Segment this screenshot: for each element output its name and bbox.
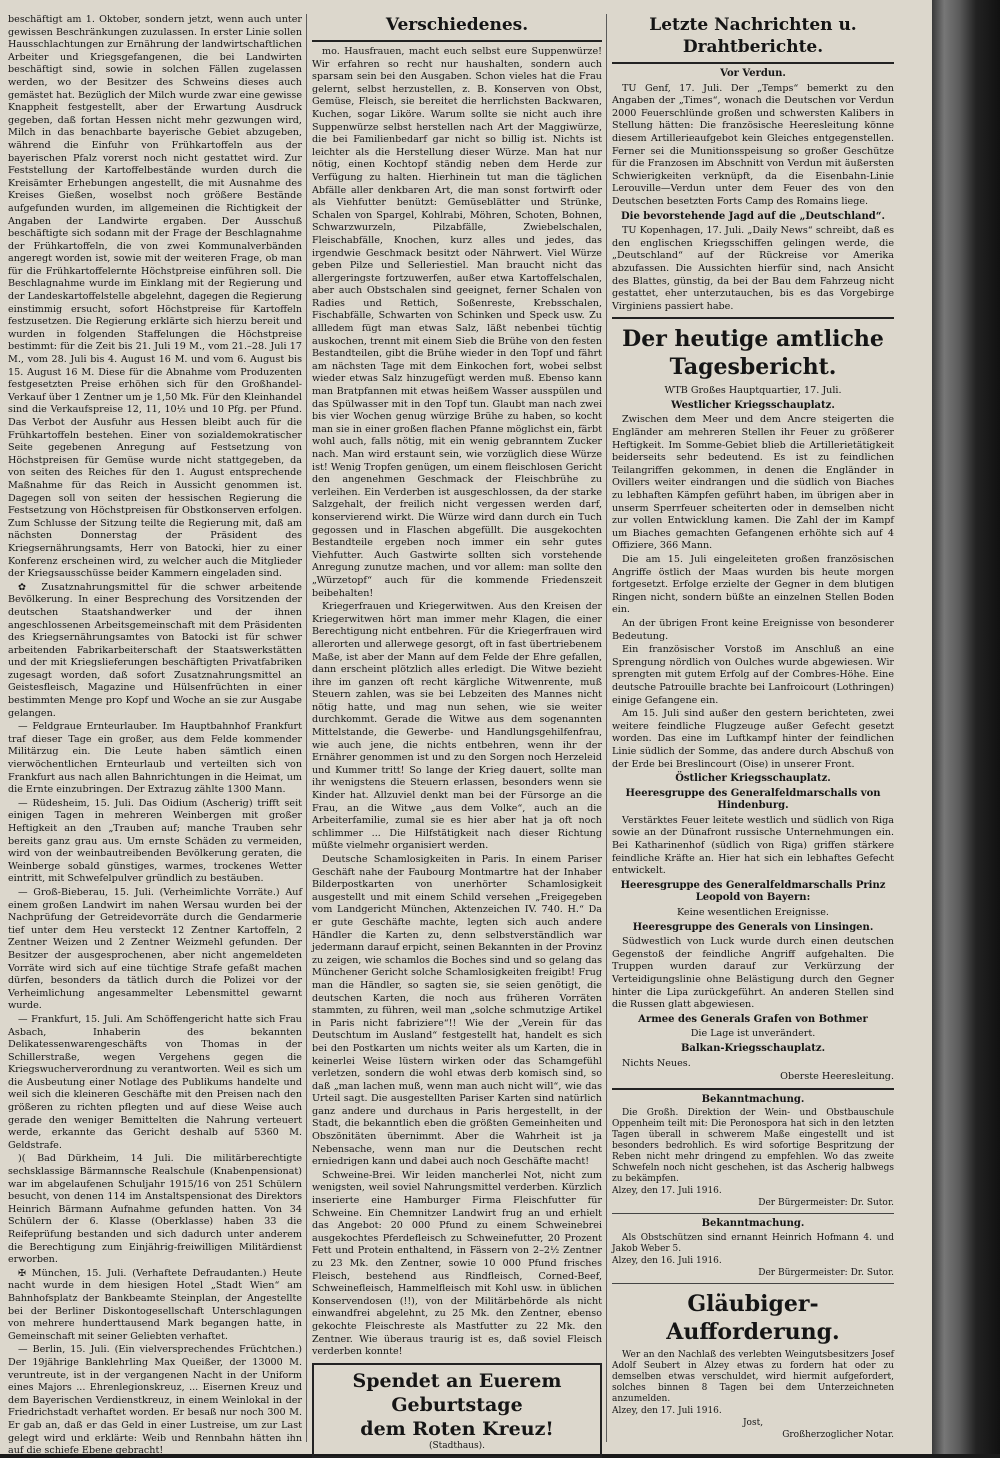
subheading-balkan: Balkan-Kriegsschauplatz. xyxy=(680,1042,826,1054)
article-bad-duerkheim: )( Bad Dürkheim, 14 Juli. Die militärberechtigte sechsklassige Bärmannsche Realschule (Knabenpensionat) war im abgelaufenen Schuljahr 1915/16 von 251 Schülern besucht, von denen 114 im Anstaltspensionat des Direktors Heinrich Bärmann Aufnahme gefunden hatten. Von 34 Schülern der 6. Klasse (Oberklasse) haben 33 die Reifeprüfung bestanden und sich dadurch unter anderem die Berechtigung zum Einjährig-freiwilligen Militärdienst erworben. xyxy=(8,1153,302,1266)
subheading-verdun: Vor Verdun. xyxy=(720,68,786,79)
glaeubiger-title: Gläubiger-Aufforderung. xyxy=(666,1290,840,1345)
glaeubiger-title-notar: Großherzoglicher Notar. xyxy=(782,1429,894,1440)
divider xyxy=(612,317,894,319)
notice-title: Bekanntmachung. xyxy=(701,1093,805,1105)
red-cross-appeal-box xyxy=(312,1363,602,1458)
column-right xyxy=(612,14,894,1444)
article-gross-bieberau: — Groß-Bieberau, 15. Juli. (Verheimlichte Vorräte.) Auf einem großen Landwirt im nahen Wersau wurden bei der Nachprüfung der Getreidevorräte durch die Gendarmerie tief unter dem Heu versteckt 12 Zentner Kartoffeln, 2 Zentner Weizen und 2 Zentner Weizmehl gefunden. Der Besitzer der ausgesprochenen, aber nicht angemeldeten Vorräte wird sich auf eine tüchtige Strafe gefaßt machen dürfen, besonders da tätlich durch die Polizei vor der Verheimlichung angesammelter Lebensmittel gewarnt wurde. xyxy=(8,886,302,1012)
report-paragraph: Südwestlich von Luck wurde durch einen deutschen Gegenstoß der feindliche Angriff aufgehalten. Die Truppen wurden darauf zur Verkürzung der Verteidigungslinie ohne Belästigung durch den Gegner hinter die Lipa zurückgeführt. An anderen Stellen sind die Russen glatt abgewiesen. xyxy=(612,936,894,1011)
appeal-line-1: Spendet an Euerem Geburtstage xyxy=(352,1369,562,1416)
notice-text: Als Obstschützen sind ernannt Heinrich Hofmann 4. und Jakob Weber 5. xyxy=(612,1232,894,1254)
article-kopenhagen: TU Kopenhagen, 17. Juli. „Daily News“ schreibt, daß es den englischen Kriegsschiffen gelingen werde, die „Deutschland“ auf der Rückreise vor Amerika abzufassen. Die Aussichten hierfür sind, nach Ansicht des Blattes, günstig, da bei der Bau dem Fahrzeug nicht gestattet, eher unterzutauchen, bis es das Vorgebirge Virginiens passiert habe. xyxy=(612,225,894,312)
article-schweine-brei: Schweine-Brei. Wir leiden mancherlei Not, nicht zum wenigsten, weil soviel Nahrungsmittel verderben. Kürzlich inserierte eine Hamburger Firma Fleischfutter für Schweine. Ein Chemnitzer Landwirt frug an und erhielt das Angebot: 20 000 Pfund zu einem Schweinebrei ausgekochtes Pferdefleisch zu Schweinefutter, 20 Prozent Fett und Protein enthaltend, in Fässern von 2–2½ Zentner zu 23 Mk. den Zentner, sowie 10 000 Pfund frisches Fleisch, bestehend aus Rindfleisch, Corned-Beef, Schweinefleisch, Hammelfleisch mit Kohl usw. in üblichen Konservendosen (!!), von der Militärbehörde als nicht einwandfrei abgelehnt, zu 25 Mk. den Zentner, ebenso gekochte Fleischreste als Mastfutter zu 22 Mk. den Zentner. Wie überaus traurig ist es, daß soviel Fleisch verderben konnte! xyxy=(312,1169,602,1358)
report-paragraph: Zwischen dem Meer und dem Ancre steigerten die Engländer am mehreren Stellen ihr Feuer zu größerer Heftigkeit. Im Somme-Gebiet blieb die Artillerietätigkeit beiderseits sehr bedeutend. Es ist zu feindlichen Teilangriffen gekommen, in denen die Engländer in Ovillers weiter eindrangen und die südlich von Biaches zu lebhaften Kämpfen geführt haben, im übrigen aber in unserm Sperrfeuer scheiterten oder in demselben nicht zur vollen Entwicklung kamen. Die Zahl der im Kampf um Biaches gemachten Gefangenen erhöhte sich auf 4 Offiziere, 366 Mann. xyxy=(612,414,894,552)
article-muenchen: ✠ München, 15. Juli. (Verhaftete Defraudanten.) Heute nacht wurde in dem hiesigen Hotel „Stadt Wien“ am Bahnhofsplatz der Bankbeamte Steinplan, der Angestellte bei der Berliner Diskontogesellschaft Unterschlagungen von mehrere hunderttausend Mark begangen hatte, in Gemeinschaft mit seiner Geliebten verhaftet. xyxy=(8,1267,302,1342)
report-paragraph: Die am 15. Juli eingeleiteten großen französischen Angriffe östlich der Maas wurden bis heute morgen fortgesetzt. Erfolge erzielte der Gegner in dem blutigen Ringen nicht, sondern büßte an einzelnen Stellen Boden ein. xyxy=(612,554,894,616)
subheading-linsingen: Heeresgruppe des Generals von Linsingen. xyxy=(632,921,874,933)
notice-signature: Der Bürgermeister: Dr. Sutor. xyxy=(758,1267,894,1278)
report-paragraph: Nichts Neues. xyxy=(622,1057,691,1069)
article-berlin: — Berlin, 15. Juli. (Ein vielversprechendes Früchtchen.) Der 19jährige Banklehrling Max Queißer, der 13000 M. veruntreute, ist in der vergangenen Nacht in der Uniform eines Majors ... Ehrenlegionskreuz, ... Eisernen Kreuz und dem Bayerischen Verdienstkreuz, in einem Weinlokal in der Friedrichstadt verhaftet worden. Er besaß nur noch 300 M. Er gab an, daß er das Geld in einer Lustreise, um zur Last gelegt wird und erklärte: Weib und Rennbahn hätten ihn auf die schiefe Ebene gebracht! xyxy=(8,1344,302,1457)
article-zusatznahrungsmittel: ✿ Zusatznahrungsmittel für die schwer arbeitende Bevölkerung. In einer Besprechung des Vorsitzenden der deutschen Staatshandwerker und der ihnen angeschlossenen Arbeitsgemeinschaft mit dem Präsidenten des Kriegsernährungsamtes von Batocki ist für schwer arbeitenden Fabrikarbeiterschaft der Staatswerkstätten und der mit Kriegslieferungen beschäftigten Privatfabriken zugesagt worden, daß sofort Zusatznahrungsmittel an Geistesfleisch, Magazine und Hülsenfrüchten in einer bestimmten Menge pro Kopf und Woche an sie zur Ausgabe gelangen. xyxy=(8,581,302,719)
report-paragraph: Die Lage ist unverändert. xyxy=(690,1028,816,1040)
report-paragraph: Am 15. Juli sind außer den gestern berichteten, zwei weitere feindliche Flugzeuge außer Gefecht gesetzt worden. Das eine im Luftkampf hinter der feindlichen Linie südlich der Somme, das andere durch Abschuß von der Erde bei Breslincourt (Oise) in unserer Front. xyxy=(612,708,894,770)
subheading-bothmer: Armee des Generals Grafen von Bothmer xyxy=(638,1013,868,1025)
column-left xyxy=(8,14,302,1457)
notice-place: Alzey, den 16. Juli 1916. xyxy=(612,1255,722,1266)
article-verdun: TU Genf, 17. Juli. Der „Temps“ bemerkt zu den Angaben der „Times“, wonach die Deutschen vor Verdun 2000 Feuerschlünde großen und schwersten Kalibers in Stellung hätten: Die französische Heeresleitung könne diesem Artillerieaufgebot kein Gleiches entgegenstellen. Ferner sei die Munitionsspeisung so großer Geschütze für die Franzosen im Abschnitt von Verdun mit äußersten Schwierigkeiten verknüpft, da die Eisenbahn-Linie Lerouville—Verdun unter dem Feuer des von den Deutschen besetzten Forts Camp des Romains liege. xyxy=(612,82,894,207)
notice-title: Bekanntmachung. xyxy=(701,1218,805,1230)
divider xyxy=(312,40,602,42)
article-suppenwuerze: mo. Hausfrauen, macht euch selbst eure Suppenwürze! Wir erfahren so recht nur haushalten, sondern auch sparsam sein bei den Ausgaben. Schon vieles hat die Frau gelernt, selbst herzustellen, z. B. Konserven von Obst, Gemüse, Fleisch, sie bereitet die herrlichsten Backwaren, Kuchen, sogar Liköre. Warum sollte sie nicht auch ihre Suppenwürze selbst herstellen nach Art der Maggiwürze, die bei Familienbedarf gar nicht so billig ist. Nichts ist leichter als die Herstellung dieser Würze. Man hat nur nötig, einen Kochtopf ständig neben dem Herde zur Verfügung zu halten. Hierhinein tut man die täglichen Abfälle aller denkbaren Art, die man sonst fortwirft oder als Viehfutter benützt: Gemüseblätter und Strünke, Schalen von Spargel, Kohlrabi, Möhren, Schoten, Bohnen, Schwarzwurzeln, Pilzabfälle, Zwiebelschalen, Fleischabfälle, Knochen, kurz alles und jedes, das irgendwie Geschmack besitzt oder Nährwert. Viel Würze geben Pilze und Selleriestiel. Man braucht nicht das allergeringste fortzuwerfen, außer etwa Kartoffelschalen, aber auch Obstschalen sind geeignet, ferner Schalen von Radies und Rettich, Soßenreste, Krebsschalen, Fischabfälle, Schwarten von Schinken und Speck usw. Zu allledem fügt man etwas Salz, läßt nebenbei tüchtig auskochen, trennt mit einem Sieb die Brühe von den festen Bestandteilen, gibt die Brühe wieder in den Topf und fährt am nächsten Tage mit dem Einkochen fort, wobei selbst wieder etwas Salz hinzugefügt werden muß. Ebenso kann man Bratpfannen mit etwas heißem Wasser ausspülen und das Spülwasser mit in den Topf tun. Glaubt man nach zwei bis vier Wochen genug würzige Brühe zu haben, so kocht man sie in einer großen flachen Pfanne möglichst ein, färbt wohl auch, falls nötig, mit ein wenig gebranntem Zucker nach. Man wird erstaunt sein, wie vorzüglich diese Würze ist! Wenig Tropfen genügen, um einem fleischlosen Gericht den angenehmen Geschmack der Fleischbrühe zu verleihen. Ein Verderben ist ausgeschlossen, da der starke Salzgehalt, der freilich nicht vergessen werden darf, konservierend wirkt. Die Würze wird dann durch ein Tuch gegossen und in Flaschen abgefüllt. Die ausgekochten Bestandteile ergeben noch immer ein sehr gutes Viehfutter. Auch Gastwirte sollten sich vorstehende Anregung zunutze machen, und vor allem: man sollte den „Würzetopf“ auch für die kommende Friedenszeit beibehalten! xyxy=(312,46,602,599)
appeal-line-2: dem Roten Kreuz! xyxy=(360,1417,554,1440)
column-divider xyxy=(306,14,307,1442)
report-paragraph: Keine wesentlichen Ereignisse. xyxy=(677,907,829,919)
subheading-east: Östlicher Kriegsschauplatz. xyxy=(675,773,831,785)
article-schamlosigkeiten: Deutsche Schamlosigkeiten in Paris. In einem Pariser Geschäft nahe der Faubourg Montmartre hat der Inhaber Bilderpostkarten von unerhörter Schamlosigkeit ausgestellt und mit einem Schild versehen „Freigegeben vom Landgericht München, Aktenzeichen IV. 740. H.“ Da er gute Geschäfte machte, legten sich auch andere Händler die Karten zu, denn selbstverständlich war jedermann darauf erpicht, seinen Bekannten in der Provinz zu zeigen, wie schamlos die Boches sind und so gelang das Münchener Gericht solche Schamlosigkeiten freigibt! Frug man die Händler, so sagten sie, sie seien genötigt, die deutschen Karten, die noch aus früheren Vorräten stammten, zu führen, weil man „solche schmutzige Artikel in Paris nicht fabriziere“!! Wie der „Verein für das Deutschtum im Ausland“ festgestellt hat, handelt es sich bei den Postkarten um nichts weiter als um Karten, die in keinerlei Weise lüstern wirken oder das Schamgefühl verletzen, sondern die wohl etwas derb komisch sind, so daß „man lachen muß, wenn man auch nicht will“, wie das Urteil sagt. Die ausgestellten Pariser Karten sind natürlich ganz andere und durchaus in Paris hergestellt, in der Stadt, die bekanntlich eben die größten Gemeinheiten und Obszönitäten übernimmt. Aber die Wahrheit ist ja Nebensache, wenn man nur die Deutschen recht erniedrigen kann und dabei auch noch Geschäfte macht! xyxy=(312,854,602,1168)
article-ruedesheim: — Rüdesheim, 15. Juli. Das Oidium (Ascherig) trifft seit einigen Tagen in mehreren Weinbergen mit großer Heftigkeit an den „Trauben auf; manche Trauben sehr bereits ganz grau aus. Um ernste Schäden zu vermeiden, wird von der weinbautreibenden Bevölkerung geraten, die Weinberge sobald günstiges, warmes, trockenes Wetter eintritt, mit Schwefelpulver gründlich zu bestäuben. xyxy=(8,797,302,885)
subheading-leopold: Heeresgruppe des Generalfeldmarschalls Prinz Leopold von Bayern: xyxy=(620,879,886,904)
glaeubiger-signature: Jost, xyxy=(742,1417,764,1428)
subheading-west: Westlicher Kriegsschauplatz. xyxy=(671,399,835,411)
article-kriegerfrauen: Kriegerfrauen und Kriegerwitwen. Aus den Kreisen der Kriegerwitwen hört man immer mehr Klagen, die einer Berechtigung nicht entbehren. Für die Kriegerfrauen wird allerorten und allerwege gesorgt, oft in fast übertriebenem Maße, ist aber der Mann auf dem Felde der Ehre gefallen, dann erscheint plötzlich alles erledigt. Die Witwe bezieht ihre im ganzen oft recht kärgliche Witwenrente, muß Steuern zahlen, was sie bei Lebzeiten des Mannes nicht nötig hatte, und mag nun sehen, wie sie weiter durchkommt. Gerade die Witwe aus dem sogenannten Mittelstande, die Gewerbe- und Handlungsgehilfenfrau, wie auch jene, die nichts entbehren, wenn ihr der Ernährer genommen ist und zu den Sorgen noch Herzeleid und Kummer tritt! So lange der Krieg dauert, sollte man ihr wenigstens die Steuern erlassen, besonders wenn sie Kinder hat. Allzuviel denkt man bei der Fürsorge an die Frau, an die Witwe „aus dem Volke“, auch an die Arbeiterfamilie, zumal sie es hier aber hat ja oft noch schlimmer ... Die Hilfstätigkeit nach dieser Richtung müßte vielmehr organisiert werden. xyxy=(312,601,602,852)
book-binding-edge xyxy=(932,0,1000,1454)
divider xyxy=(612,1088,894,1090)
report-paragraph: Ein französischer Vorstoß im Anschluß an eine Sprengung nördlich von Oulches wurde abgewiesen. Wir sprengten mit gutem Erfolg auf der Combres-Höhe. Eine deutsche Patrouille brachte bei Lanfroicourt (Lothringen) einige Gefangene ein. xyxy=(612,644,894,706)
report-signature: Oberste Heeresleitung. xyxy=(780,1071,894,1083)
tagesbericht-title: Der heutige amtliche Tagesbericht. xyxy=(622,326,884,381)
report-paragraph: An der übrigen Front keine Ereignisse von besonderer Bedeutung. xyxy=(612,617,894,642)
appeal-location: (Stadthaus). xyxy=(429,1440,485,1451)
divider xyxy=(612,1213,894,1214)
subheading-deutschland: Die bevorstehende Jagd auf die „Deutschland“. xyxy=(620,210,886,222)
section-heading-verschiedenes: Verschiedenes. xyxy=(385,15,529,35)
subheading-hindenburg: Heeresgruppe des Generalfeldmarschalls von Hindenburg. xyxy=(625,787,881,812)
article-ernteurlauber: — Feldgraue Ernteurlauber. Im Hauptbahnhof Frankfurt traf dieser Tage ein großer, aus dem Felde kommender Militärzug ein. Die Leute haben sämtlich einen vierwöchentlichen Ernteurlaub und verteilten sich von Frankfurt aus nach allen Bahnrichtungen in die Heimat, um die Ernte einzubringen. Der Extrazug zählte 1300 Mann. xyxy=(8,721,302,796)
column-middle xyxy=(312,14,602,1451)
glaeubiger-place: Alzey, den 17. Juli 1916. xyxy=(612,1405,722,1416)
report-paragraph: Verstärktes Feuer leitete westlich und südlich von Riga sowie an der Dünafront russische Unternehmungen ein. Bei Katharinenhof (südlich von Riga) griffen stärkere feindliche Kräfte an. Hier hat sich ein lebhaftes Gefecht entwickelt. xyxy=(612,814,894,877)
section-heading-nachrichten: Letzte Nachrichten u. Drahtberichte. xyxy=(649,15,857,57)
article-frankfurt: — Frankfurt, 15. Juli. Am Schöffengericht hatte sich Frau Asbach, Inhaberin des bekannten Delikatessenwarengeschäfts von Thomas in der Schillerstraße, wegen Vergehens gegen die Kriegswucherverordnung zu verantworten. Weil es sich um die Ausbeutung einer Notlage des Publikums handelte und weil sich die kleineren Geschäfte mit den Preisen nach den größeren zu richten pflegten und auf diese Weise auch gerade den weniger Bemittelten die Nahrung verteuert werde, erkannte das Gericht deshalb auf 5360 M. Geldstrafe. xyxy=(8,1013,302,1151)
glaeubiger-text: Wer an den Nachlaß des verlebten Weingutsbesitzers Josef Adolf Seubert in Alzey etwas zu fordern hat oder zu demselben etwas verschuldet, wird hiermit aufgefordert, solches binnen 8 Tagen bei dem Unterzeichneten anzumelden. xyxy=(612,1349,894,1404)
notice-text: Die Großh. Direktion der Wein- und Obstbauschule Oppenheim teilt mit: Die Peronospora hat sich in den letzten Tagen überall in schwerem Maße eingestellt und ist besonders bedrohlich. Es wird sofortige Bespritzung der Reben nicht mehr dringend zu empfehlen. Wo das zweite Schwefeln noch nicht geschehen, ist das Ascherig halbwegs zu bekämpfen. xyxy=(612,1108,894,1185)
column-divider xyxy=(606,14,607,1442)
divider xyxy=(612,62,894,64)
notice-signature: Der Bürgermeister: Dr. Sutor. xyxy=(758,1198,894,1209)
notice-place: Alzey, den 17. Juli 1916. xyxy=(612,1186,722,1197)
tagesbericht-dateline: WTB Großes Hauptquartier, 17. Juli. xyxy=(664,385,842,397)
divider xyxy=(612,1283,894,1284)
article-paragraph: beschäftigt am 1. Oktober, sondern jetzt, wenn auch unter gewissen Beschränkungen zuzulassen. In erster Linie sollen Hausschlachtungen zur Ernährung der landwirtschaftlichen Arbeiter und Kriegsgefangenen, die bei Landwirten beschäftigt sind, sowie in solchen Fällen zugelassen werden, wo der Besitzer des Schweins dieses auch gemästet hat. Bezüglich der Milch wurde zwar eine gewisse Knappheit festgestellt, aber der Erwartung Ausdruck gegeben, daß fortan Hessen nicht mehr gezwungen wird, Milch in das benachbarte bayerische Gebiet abzugeben, während die Einfuhr von Frühkartoffeln aus der bayerischen Pfalz vorerst noch nicht gestattet wird. Zur Feststellung der Kartoffelbestände wurden durch die Kreisämter Erhebungen angestellt, die mit Ausnahme des Kreises Gießen, woselbst noch größere Bestände aufgefunden wurden, im allgemeinen die Richtigkeit der Angaben der Landwirte ergaben. Der Ausschuß beschäftigte sich sodann mit der Frage der Beschlagnahme der Frühkartoffeln, die von zwei Kommunalverbänden angeregt worden ist, sowie mit der weiteren Frage, ob man für die Frühkartoffelernte Höchstpreise einführen soll. Die Beschlagnahme wurde im Einklang mit der Regierung und der Landeskartoffelstelle abgelehnt, dagegen die Regierung einstimmig ersucht, sofort Höchstpreise für Kartoffeln festzusetzen. Die Regierung erklärte sich hierzu bereit und wurden in folgenden Staffelungen die Höchstpreise bestimmt: für die Zeit bis 21. Juli 19 M., vom 21.–28. Juli 17 M., vom 28. Juli bis 4. August 16 M. und vom 6. August bis 15. August 16 M. Diese für die Abnahme vom Produzenten festgesetzten Preise erhöhen sich für den Großhandel-Verkauf über 1 Zentner um je 1,50 Mk. Für den Kleinhandel sind die Verkaufspreise 12, 11, 10½ und 10 Pfg. per Pfund. Das Verbot der Ausfuhr aus Hessen bleibt auch für die Frühkartoffeln bestehen. Einer von sozialdemokratischer Seite gegebenen Anregung auf Festsetzung von Höchstpreisen für Gemüse wurde nicht stattgegeben, da von seiten des Reiches für den 1. August entsprechende Maßnahme für das Reich in Aussicht genommen ist. Dagegen soll von seiten der hessischen Regierung die Festsetzung von Höchstpreisen für Obstkonserven erfolgen. Zum Schlusse der Sitzung teilte die Regierung mit, daß am nächsten Donnerstag der Präsident des Kriegsernährungsamts, Herr von Batocki, hier zu einer Konferenz erscheinen wird, zu welcher auch die Mitglieder der Kriegsausschüsse beider Kammern eingeladen sind. xyxy=(8,14,302,580)
